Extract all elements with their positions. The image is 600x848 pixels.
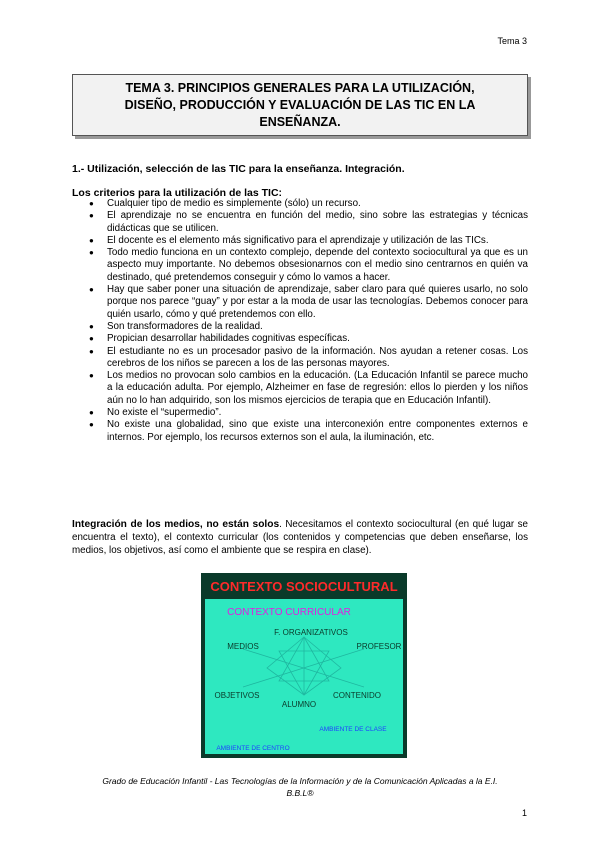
section-heading: 1.- Utilización, selección de las TIC para la enseñanza. Integración. xyxy=(72,163,405,175)
list-item: ● El docente es el elemento más significativo para el aprendizaje y utilización de las TICs. xyxy=(72,235,528,247)
page-footer xyxy=(72,775,528,799)
node-organizativos: F. ORGANIZATIVOS xyxy=(274,628,348,637)
list-item: ● Todo medio funciona en un contexto complejo, depende del contexto sociocultural ya que es un aspecto muy importante. No debemos obsesionarnos con el medio sino centrarnos en quién va destinado, qué pretendemos conseguir y cómo lo vamos a hacer. xyxy=(72,247,528,284)
list-item: ● No existe una globalidad, sino que existe una interconexión entre componentes externos e internos. Por ejemplo, los recursos externos son el aula, la iluminación, etc. xyxy=(72,419,528,444)
node-profesor: PROFESOR xyxy=(356,642,402,651)
curricular-label: CONTEXTO CURRICULAR xyxy=(227,607,351,618)
ambiente-clase-label: AMBIENTE DE CLASE xyxy=(319,726,387,733)
ambiente-centro-label: AMBIENTE DE CENTRO xyxy=(216,745,290,752)
title-line: TEMA 3. PRINCIPIOS GENERALES PARA LA UTILIZACIÓN, xyxy=(125,81,475,95)
node-alumno: ALUMNO xyxy=(281,700,317,709)
integration-paragraph xyxy=(72,518,528,557)
list-item: ● El estudiante no es un procesador pasivo de la información. Nos ayudan a retener cosas. Los cerebros de los niños se parecen a los de las personas mayores. xyxy=(72,346,528,371)
criteria-list xyxy=(72,198,528,444)
list-item: ● Cualquier tipo de medio es simplemente (sólo) un recurso. xyxy=(72,198,528,210)
integration-bold: Integración de los medios, no están solos xyxy=(72,519,280,530)
node-contenido: CONTENIDO xyxy=(333,691,381,700)
page-number: 1 xyxy=(521,808,527,818)
list-item: ● Propician desarrollar habilidades cognitivas específicas. xyxy=(72,333,528,345)
footer-line: Grado de Educación Infantil - Las Tecnologías de la Información y de la Comunicación Aplicadas a la E.I. xyxy=(102,776,498,786)
criteria-heading: Los criterios para la utilización de las TIC: xyxy=(72,187,283,199)
node-objetivos: OBJETIVOS xyxy=(214,691,260,700)
list-item: ● El aprendizaje no se encuentra en función del medio, sino sobre las estrategias y técnicas didácticas que se utilicen. xyxy=(72,210,528,235)
node-medios: MEDIOS xyxy=(227,642,259,651)
outer-label: CONTEXTO SOCIOCULTURAL xyxy=(210,579,398,594)
title-line: ENSEÑANZA. xyxy=(259,115,341,129)
context-diagram xyxy=(201,573,407,758)
title-line: DISEÑO, PRODUCCIÓN Y EVALUACIÓN DE LAS TIC EN LA xyxy=(124,98,476,112)
list-item: ● Son transformadores de la realidad. xyxy=(72,321,528,333)
integration-text: . Necesitamos el contexto sociocultural (en qué lugar se encuentra el texto), el contexto curricular (los contenidos y competencias que deben enseñarse, los medios, los objetivos, así como el ambiente que se respira en clase). xyxy=(72,519,528,556)
footer-line: B.B.L® xyxy=(286,788,314,798)
list-item: ● Los medios no provocan solo cambios en la educación. (La Educación Infantil se parece mucho a la educación adulta. Por ejemplo, Alzheimer en fase de regresión: ellos lo pierden y los niños aún no lo han adquirido, son los mismos ejercicios de terapia que en Educación Infantil). xyxy=(72,370,528,407)
list-item: ● No existe el “supermedio”. xyxy=(72,407,528,419)
list-item: ● Hay que saber poner una situación de aprendizaje, saber claro para qué quieres usarlo, no solo porque nos parece “guay” y por estar a la moda de usar las tecnologías. Debemos conocer para quién usarlo, cómo y qué pretendemos con ello. xyxy=(72,284,528,321)
running-header: Tema 3 xyxy=(497,36,527,46)
chapter-title-box xyxy=(72,74,528,136)
